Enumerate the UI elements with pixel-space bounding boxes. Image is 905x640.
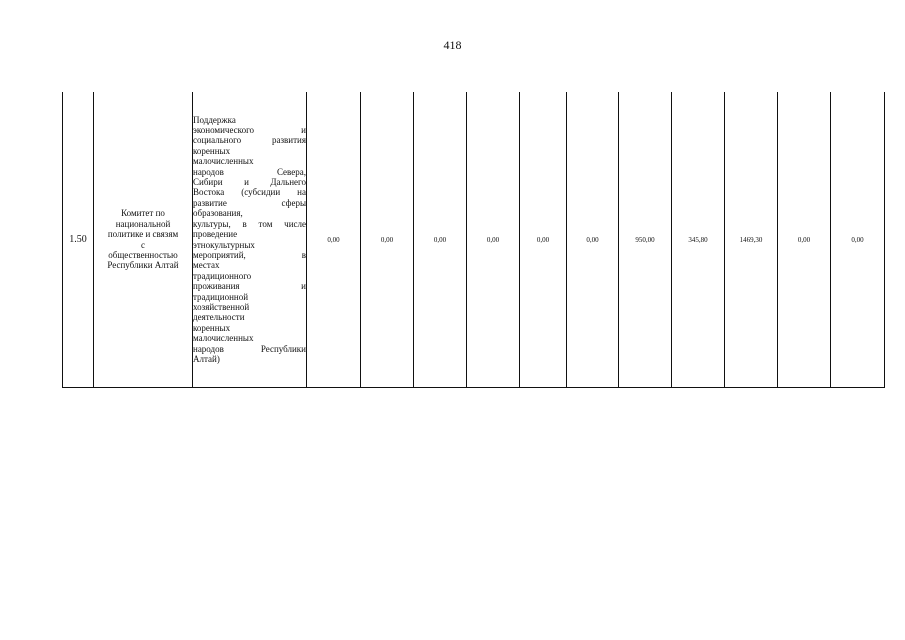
description-line: этнокультурных xyxy=(193,239,255,250)
description-line: коренных xyxy=(193,322,231,333)
description-line: развитие сферы xyxy=(193,197,306,208)
value-cell: 0,00 xyxy=(361,92,414,388)
description-line: деятельности xyxy=(193,312,245,323)
description-line: мероприятий, в xyxy=(193,249,306,260)
description-line: Алтай) xyxy=(193,353,220,364)
value-cell: 0,00 xyxy=(414,92,467,388)
value-cell: 1469,30 xyxy=(725,92,778,388)
description-line: социального развития xyxy=(193,135,306,146)
description-line: традиционной xyxy=(193,291,249,302)
organization-cell xyxy=(94,92,193,388)
organization-line: Комитет по xyxy=(121,208,165,219)
description-line: малочисленных xyxy=(193,156,254,167)
value-cell: 0,00 xyxy=(307,92,361,388)
description-line: Сибири и Дальнего xyxy=(193,177,306,188)
budget-table xyxy=(62,92,885,388)
description-line: проживания и xyxy=(193,281,306,292)
description-line: народов Республики xyxy=(193,343,306,354)
organization-line: Республики Алтай xyxy=(107,260,179,271)
table-row xyxy=(63,92,885,388)
value-cell: 0,00 xyxy=(567,92,619,388)
description-line: проведение xyxy=(193,229,238,240)
description-line: Поддержка xyxy=(193,114,236,125)
description-line: культуры, в том числе xyxy=(193,218,306,229)
organization-line: политике и связям xyxy=(107,229,179,240)
organization-line: национальной xyxy=(115,218,171,229)
description-line: местах xyxy=(193,260,220,271)
description-line: Востока (субсидии на xyxy=(193,187,306,198)
description-line: народов Севера, xyxy=(193,166,306,177)
organization-line: с xyxy=(141,239,145,250)
row-number: 1.50 xyxy=(63,92,94,388)
description-line: образования, xyxy=(193,208,243,219)
description-line: коренных xyxy=(193,145,231,156)
description-line: малочисленных xyxy=(193,333,254,344)
value-cell: 0,00 xyxy=(467,92,520,388)
value-cell: 0,00 xyxy=(778,92,831,388)
description-line: хозяйственной xyxy=(193,301,250,312)
value-cell: 0,00 xyxy=(831,92,885,388)
organization-line: общественностью xyxy=(108,249,178,260)
value-cell: 345,80 xyxy=(672,92,725,388)
value-cell: 0,00 xyxy=(520,92,567,388)
description-line: традиционного xyxy=(193,270,252,281)
description-line: экономического и xyxy=(193,125,306,136)
page-number: 418 xyxy=(443,38,462,52)
value-cell: 950,00 xyxy=(619,92,672,388)
description-cell xyxy=(193,92,307,388)
